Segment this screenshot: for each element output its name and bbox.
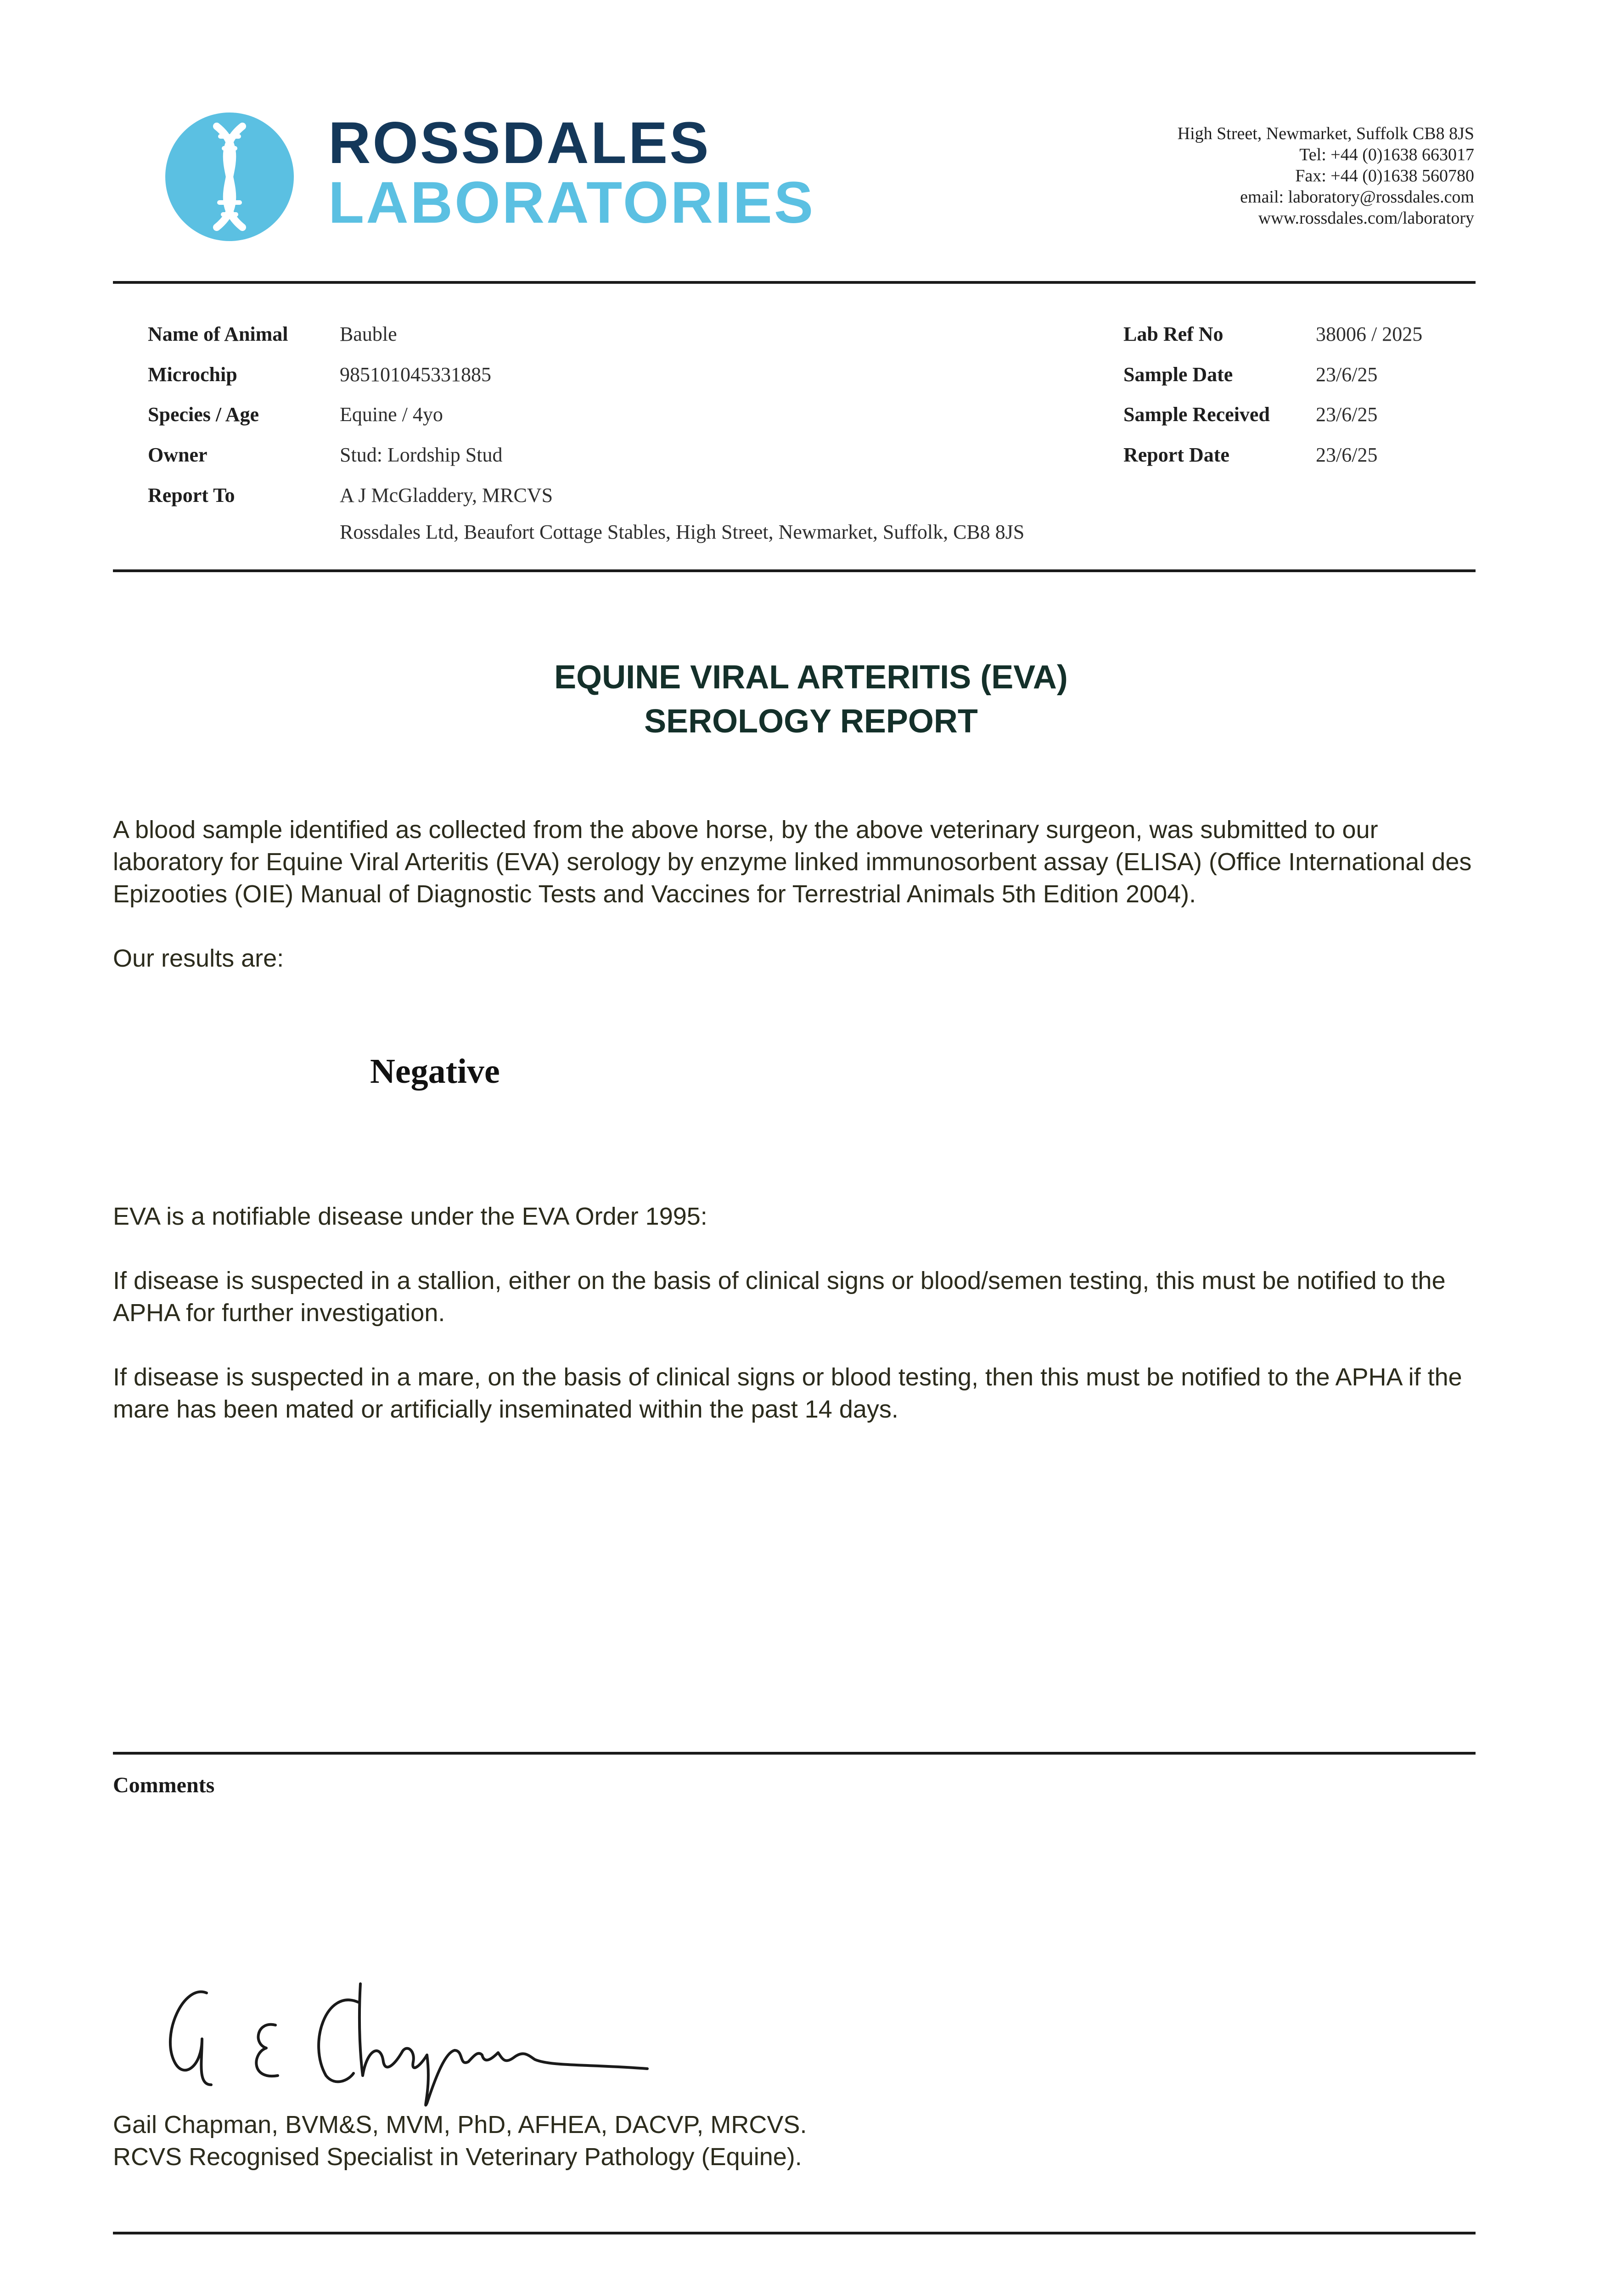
sample-date-label: Sample Date: [1123, 363, 1233, 386]
dna-helix-icon: [165, 113, 294, 241]
species-age-value: Equine / 4yo: [340, 403, 443, 426]
contact-fax: Fax: +44 (0)1638 560780: [1295, 166, 1474, 186]
contact-email: email: laboratory@rossdales.com: [1240, 187, 1474, 207]
owner-label: Owner: [148, 444, 208, 466]
results-intro: Our results are:: [113, 945, 284, 972]
report-to-value: A J McGladdery, MRCVS: [340, 484, 553, 506]
test-result: Negative: [370, 1052, 500, 1091]
brand-name-line1: ROSSDALES: [328, 110, 711, 176]
sample-received-label: Sample Received: [1123, 403, 1270, 426]
signatory-name: Gail Chapman, BVM&S, MVM, PhD, AFHEA, DACVP, MRCVS.: [113, 2111, 807, 2138]
signatory-title: RCVS Recognised Specialist in Veterinary Pathology (Equine).: [113, 2143, 802, 2171]
report-title-line2: SEROLOGY REPORT: [644, 703, 978, 740]
lab-ref-label: Lab Ref No: [1123, 323, 1224, 345]
report-intro: [113, 814, 1476, 1007]
microchip-label: Microchip: [148, 363, 237, 386]
owner-value: Stud: Lordship Stud: [340, 444, 503, 466]
comments-label: Comments: [113, 1773, 215, 1797]
header-divider: [113, 281, 1476, 284]
sample-date-value: 23/6/25: [1316, 363, 1378, 386]
report-to-label: Report To: [148, 484, 235, 506]
stallion-note: If disease is suspected in a stallion, either on the basis of clinical signs or blood/semen testing, this must be notified to the APHA for further investigation.: [113, 1267, 1446, 1327]
report-date-value: 23/6/25: [1316, 444, 1378, 466]
footer-divider: [113, 2232, 1476, 2234]
sample-received-value: 23/6/25: [1316, 403, 1378, 426]
intro-paragraph: A blood sample identified as collected from the above horse, by the above veterinary surgeon, was submitted to our laboratory for Equine Viral Arteritis (EVA) serology by enzyme linked immunosorbent assay (ELISA) (Office International des Epizooties (OIE) Manual of Diagnostic Tests and Vaccines for Terrestrial Animals 5th Edition 2004).: [113, 816, 1472, 908]
microchip-value: 985101045331885: [340, 363, 491, 386]
comments-divider: [113, 1752, 1476, 1755]
contact-block: [1178, 123, 1474, 229]
contact-address: High Street, Newmarket, Suffolk CB8 8JS: [1177, 124, 1474, 143]
signatory-block: [113, 2109, 807, 2173]
report-title-line1: EQUINE VIRAL ARTERITIS (EVA): [554, 659, 1068, 696]
name-of-animal-value: Bauble: [340, 323, 397, 345]
species-age-label: Species / Age: [148, 403, 259, 426]
notifiable-notes: [113, 1200, 1476, 1458]
contact-tel: Tel: +44 (0)1638 663017: [1299, 145, 1474, 164]
report-date-label: Report Date: [1123, 444, 1229, 466]
notifiable-notice: EVA is a notifiable disease under the EVA Order 1995:: [113, 1203, 707, 1230]
report-to-address: Rossdales Ltd, Beaufort Cottage Stables, High Street, Newmarket, Suffolk, CB8 8JS: [340, 521, 1025, 543]
mare-note: If disease is suspected in a mare, on the basis of clinical signs or blood testing, then this must be notified to the APHA if the mare has been mated or artificially inseminated within the past 14 days.: [113, 1363, 1462, 1423]
lab-ref-value: 38006 / 2025: [1316, 323, 1423, 345]
handwritten-signature: [152, 1970, 657, 2108]
name-of-animal-label: Name of Animal: [148, 323, 288, 345]
details-divider: [113, 569, 1476, 572]
brand-name-line2: LABORATORIES: [328, 170, 815, 236]
contact-website: www.rossdales.com/laboratory: [1258, 208, 1474, 228]
